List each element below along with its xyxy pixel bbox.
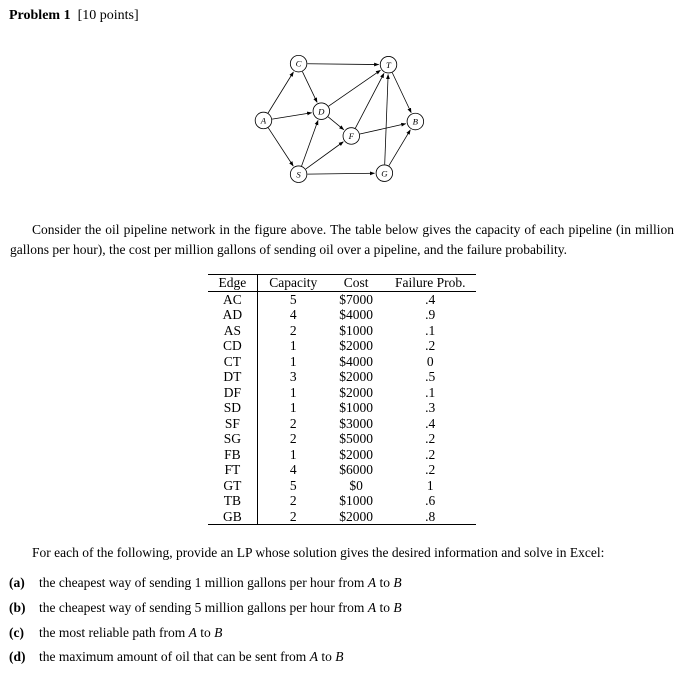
column-header: Cost	[343, 275, 369, 291]
capacity-cell: 5	[289, 291, 297, 307]
question-text	[39, 575, 402, 591]
table-row	[208, 509, 477, 525]
table-row	[208, 323, 477, 339]
failure-prob-cell: .2	[425, 446, 436, 462]
failure-prob-cell: .2	[425, 462, 436, 478]
edge-cell: DF	[208, 385, 258, 401]
variable: B	[393, 599, 402, 615]
column-header: Edge	[208, 275, 258, 292]
pipeline-node-A	[255, 112, 272, 129]
question-label: (a)	[9, 574, 25, 590]
edge-cell: SF	[208, 416, 258, 432]
node-label: S	[296, 169, 301, 180]
cost-cell: $2000	[339, 369, 373, 385]
intro-paragraph: Consider the oil pipeline network in the figure above. The table below gives the capacity of each pipeline (in million gallons per hour), the cost per million gallons of sending oil over a pipeline, and the failure probability.	[10, 222, 674, 257]
cost-cell: $0	[349, 477, 363, 493]
edge-cell: DT	[208, 369, 258, 385]
capacity-cell: 5	[289, 477, 297, 493]
capacity-cell: 1	[289, 446, 297, 462]
pipeline-edge-FT	[355, 73, 384, 128]
table-row	[208, 291, 477, 307]
pipeline-node-B	[407, 113, 424, 130]
table-row	[208, 354, 477, 370]
failure-prob-cell: 0	[426, 353, 434, 369]
question-item	[9, 649, 675, 665]
node-label: G	[381, 168, 388, 179]
pipeline-edge-AC	[268, 72, 293, 113]
capacity-cell: 1	[289, 384, 297, 400]
table-row	[208, 385, 477, 401]
pipeline-edge-CT	[307, 64, 378, 65]
edge-cell: AC	[208, 291, 258, 307]
table-row	[208, 400, 477, 416]
text-fragment: the cheapest way of sending 5 million gallons per hour from	[39, 599, 368, 615]
node-label: F	[348, 131, 354, 142]
question-text	[39, 600, 402, 616]
table-row	[208, 462, 477, 478]
pipeline-node-S	[290, 166, 307, 183]
pipeline-node-D	[313, 103, 330, 120]
edge-cell: AS	[208, 323, 258, 339]
question-text	[39, 625, 222, 641]
table-row	[208, 369, 477, 385]
table-row	[208, 431, 477, 447]
pipeline-edge-AD	[272, 113, 312, 119]
table-row	[208, 493, 477, 509]
table-row	[208, 416, 477, 432]
failure-prob-cell: .9	[425, 307, 436, 323]
pipeline-edge-SD	[302, 120, 318, 166]
pipeline-node-F	[343, 128, 360, 145]
pipeline-table-head-row	[208, 275, 477, 292]
failure-prob-cell: .4	[425, 291, 436, 307]
failure-prob-cell: .5	[425, 369, 436, 385]
variable: A	[309, 649, 318, 665]
node-label: D	[318, 106, 325, 117]
failure-prob-cell: .4	[425, 415, 436, 431]
pipeline-node-G	[376, 165, 393, 182]
pipeline-table	[208, 274, 477, 525]
edge-cell: CT	[208, 354, 258, 370]
variable: B	[335, 649, 344, 665]
variable: A	[367, 574, 377, 590]
cost-cell: $7000	[339, 291, 373, 307]
failure-prob-cell: .1	[425, 322, 436, 338]
cost-cell: $2000	[339, 508, 373, 524]
failure-prob-cell: .8	[425, 508, 436, 524]
edge-cell: CD	[208, 338, 258, 354]
pipeline-table-body	[208, 291, 477, 525]
capacity-cell: 2	[289, 508, 297, 524]
questions-intro: For each of the following, provide an LP whose solution gives the desired information and solve in Excel:	[32, 545, 605, 561]
pipeline-edge-DF	[328, 117, 344, 130]
cost-cell: $2000	[339, 338, 373, 354]
capacity-cell: 2	[289, 493, 297, 509]
capacity-cell: 1	[289, 338, 297, 354]
variable: B	[214, 624, 223, 640]
capacity-cell: 2	[289, 431, 297, 447]
edge-cell: SD	[208, 400, 258, 416]
capacity-cell: 2	[289, 415, 297, 431]
pipeline-edge-GT	[385, 74, 388, 164]
column-header: Capacity	[269, 275, 318, 291]
text-fragment: the most reliable path from	[39, 624, 189, 640]
cost-cell: $4000	[339, 307, 373, 323]
failure-prob-cell: .2	[425, 338, 436, 354]
text-fragment: to	[196, 624, 215, 640]
capacity-cell: 2	[289, 322, 297, 338]
table-row	[208, 478, 477, 494]
edge-cell: AD	[208, 307, 258, 323]
cost-cell: $1000	[339, 322, 373, 338]
cost-cell: $2000	[339, 446, 373, 462]
cost-cell: $3000	[339, 415, 373, 431]
edge-cell: FT	[208, 462, 258, 478]
pipeline-network-svg	[249, 46, 435, 196]
cost-cell: $1000	[339, 493, 373, 509]
text-fragment: the maximum amount of oil that can be sent from	[39, 649, 310, 665]
cost-cell: $5000	[339, 431, 373, 447]
text-fragment: to	[376, 574, 394, 590]
failure-prob-cell: .6	[425, 493, 436, 509]
pipeline-edge-DT	[329, 70, 381, 106]
failure-prob-cell: 1	[426, 477, 434, 493]
pipeline-edge-CD	[302, 72, 317, 103]
pipeline-network-figure	[9, 46, 675, 200]
capacity-cell: 4	[289, 462, 297, 478]
question-label: (b)	[9, 599, 26, 615]
failure-prob-cell: .2	[425, 431, 436, 447]
cost-cell: $1000	[339, 400, 373, 416]
question-label: (d)	[9, 649, 26, 665]
question-item	[9, 575, 675, 591]
node-label: B	[412, 116, 419, 127]
edge-cell: GB	[208, 509, 258, 525]
text-fragment: the cheapest way of sending 1 million gallons per hour from	[39, 574, 368, 590]
variable: A	[188, 624, 197, 640]
question-item	[9, 625, 675, 641]
cost-cell: $2000	[339, 384, 373, 400]
table-row	[208, 447, 477, 463]
capacity-cell: 1	[289, 353, 297, 369]
problem-points: [10 points]	[77, 8, 139, 23]
column-header: Failure Prob.	[394, 275, 466, 291]
cost-cell: $4000	[339, 353, 373, 369]
node-label: C	[295, 58, 302, 69]
table-row	[208, 307, 477, 323]
node-label: A	[260, 115, 267, 126]
problem-title	[9, 8, 675, 24]
question-label: (c)	[9, 624, 24, 640]
pipeline-edge-TB	[392, 73, 411, 113]
edge-cell: FB	[208, 447, 258, 463]
failure-prob-cell: .3	[425, 400, 436, 416]
pipeline-edge-SF	[306, 142, 344, 169]
table-row	[208, 338, 477, 354]
capacity-cell: 4	[289, 307, 297, 323]
failure-prob-cell: .1	[425, 384, 436, 400]
question-item	[9, 600, 675, 616]
pipeline-edge-AS	[268, 128, 293, 166]
problem-number: Problem 1	[9, 8, 71, 23]
pipeline-edge-FB	[360, 124, 406, 134]
pipeline-node-T	[380, 56, 397, 73]
node-label: T	[386, 59, 391, 70]
text-fragment: to	[317, 649, 336, 665]
pipeline-table-head	[208, 275, 477, 292]
pipeline-edge-SG	[307, 173, 374, 174]
variable: B	[393, 574, 402, 590]
variable: A	[367, 599, 377, 615]
capacity-cell: 3	[289, 369, 297, 385]
cost-cell: $6000	[339, 462, 373, 478]
question-list	[9, 575, 675, 666]
edge-cell: GT	[208, 478, 258, 494]
text-fragment: to	[376, 599, 394, 615]
edge-cell: TB	[208, 493, 258, 509]
pipeline-node-C	[290, 55, 307, 72]
capacity-cell: 1	[289, 400, 297, 416]
question-text	[39, 649, 343, 665]
edge-cell: SG	[208, 431, 258, 447]
pipeline-edge-GB	[389, 130, 410, 166]
